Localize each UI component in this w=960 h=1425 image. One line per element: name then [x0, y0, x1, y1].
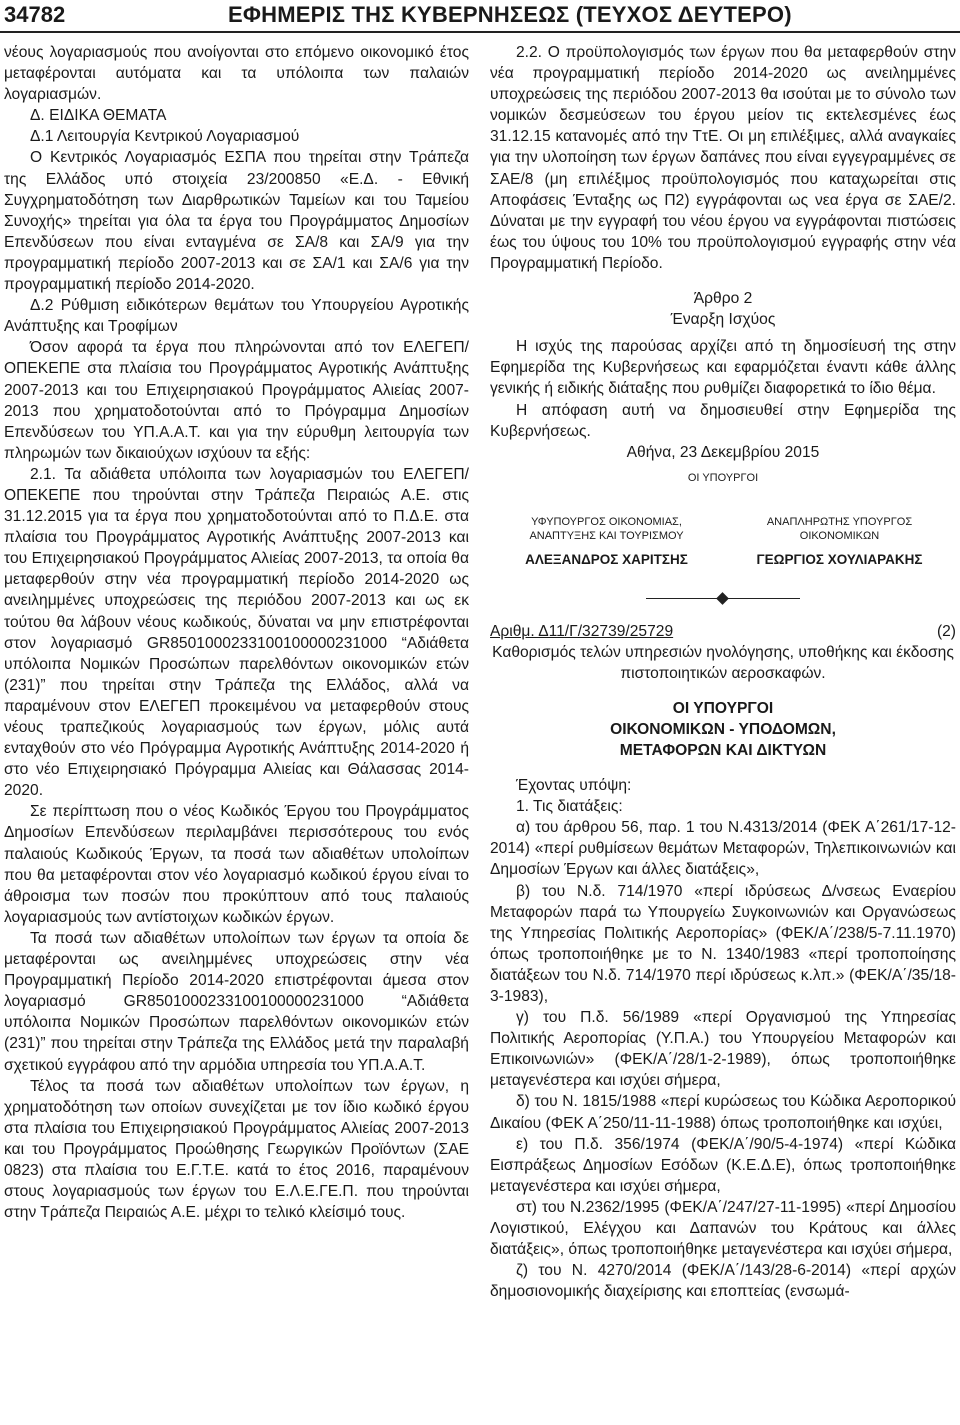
signature-right	[723, 515, 956, 569]
list-item: β) του Ν.δ. 714/1970 «περί ιδρύσεως Δ/νσεως Εναερίου Μεταφορών παρά τω Υπουργείω Συγκοινωνιών και Οργανώσεως της Υπηρεσίας Πολιτικής Αεροπορίας» (ΦΕΚ/Α΄/238/5-7.11.1970) όπως τροποποιήθηκε με το Ν. 1340/1983 «περί τροποποίησης διατάξεων του Ν.δ. 714/1970 περί ιδρύσεως κ.λπ.» (ΦΕΚ/Α΄/35/18-3-1983),	[490, 882, 956, 1005]
decision-line	[490, 621, 956, 642]
right-column	[490, 42, 956, 1302]
subsection-heading: Δ.1 Λειτουργία Κεντρικού Λογαριασμού	[30, 128, 300, 146]
paragraph: 2.2. Ο προϋπολογισμός των έργων που θα μεταφερθούν στην νέα προγραμματική περίοδο 2014-2020 ως ανειλημμένες υποχρεώσεις της περιόδου 2007-2013 θα ισούται με το σύνολο των νομικών δεσμεύσεων του έργου μείον τις εκτελεσμένες έως 31.12.15 κατανομές από την ΤτΕ. Οι μη επιλέξιμες, αλλά αναγκαίες για την υλοποίηση των έργων δαπάνες που είναι εγγεγραμμένες σε ΣΑΕ/8 (μη επιλέξιμος προϋπολογισμός που καταχωρείται στις Αποφάσεις Ένταξης ως Π2) εγγράφονται ως νεα έργα σε ΣΑΕ/2. Δύναται με την εγγραφή του νέου έργου να εγγράφονται πιστώσεις έως του ύψους του 10% του προϋπολογισμού εγγραφής στην νέα Προγραμματική Περίοδο.	[490, 44, 956, 272]
having-regard: Έχοντας υπόψη:	[516, 777, 632, 795]
left-column	[4, 42, 469, 1223]
paragraph: Τα ποσά των αδιαθέτων υπολοίπων των έργων τα οποία δε μεταφέρονται ως ανειλημμένες υποχρεώσεις στην νέα Προγραμματική Περίοδο 2014-2020 επιστρέφονται άμεσα στον λογαριασμό GR8501000233100100000231000 “Αδιάθετα υπόλοιπα Νομικών Προσώπων παρελθόντων οικονομικών ετών (231)” που τηρείται στην Τράπεζα της Ελλάδος μετά την παραλαβή σχετικού εγγράφου από την αρμόδια υπηρεσία του ΥΠ.Α.Α.Τ.	[4, 929, 469, 1074]
decision-index: (2)	[936, 622, 956, 640]
list-item: 1. Τις διατάξεις:	[516, 798, 623, 816]
ministers-heading	[490, 698, 956, 761]
list-item: ζ) του Ν. 4270/2014 (ΦΕΚ/Α΄/143/28-6-2014) «περί αρχών δημοσιονομικής διαχείρισης και εποπτείας (ενσωμά-	[490, 1262, 956, 1301]
paragraph: Τέλος τα ποσά των αδιαθέτων υπολοίπων των έργων, η χρηματοδότηση των οποίων συνεχίζεται με τον ίδιο κωδικό έργου στα πλαίσια του Επιχειρησιακού Προγράμματος Αλιείας 2007-2013 και του Προγράμματος Προώθησης Γεωργικών Προϊόντων (ΣΑΕ 0823) στα πλαίσια του Ε.Γ.Τ.Ε. κατά το έτος 2016, παραμένουν στους λογαριασμούς των έργων του Ε.Λ.Ε.ΓΕ.Π. που τηρούνται στην Τράπεζα Πειραιώς Α.Ε. μέχρι το τελικό κλείσιμό τους.	[4, 1077, 469, 1222]
list-item: ε) του Π.δ. 356/1974 (ΦΕΚ/Α΄/90/5-4-1974) «περί Κώδικα Εισπράξεως Δημοσίων Εσόδων (Κ.Ε.Δ.Ε), όπως τροποποιήθηκε μεταγενέστερα και ισχύει σήμερα,	[490, 1135, 956, 1195]
ministers-line: ΟΙΚΟΝΟΜΙΚΩΝ - ΥΠΟΔΟΜΩΝ,	[610, 721, 836, 739]
header-rule	[0, 31, 960, 33]
signer-role: ΥΦΥΠΟΥΡΓΟΣ ΟΙΚΟΝΟΜΙΑΣ,	[531, 515, 682, 528]
article-title: Άρθρο 2	[693, 290, 753, 308]
ministers-line: ΟΙ ΥΠΟΥΡΓΟΙ	[672, 700, 774, 718]
decision-subject: Καθορισμός τελών υπηρεσιών ηνολόγησης, υποθήκης και έκδοσης πιστοποιητικών αεροσκαφών.	[492, 643, 954, 682]
paragraph: Σε περίπτωση που ο νέος Κωδικός Έργου του Προγράμματος Δημοσίων Επενδύσεων περιλαμβάνει περισσότερους του ενός παλαιούς Κωδικούς Έργων, τα ποσά των αδιαθέτων υπολοίπων που θα μεταφέρονται στον νέο λογαριασμό κωδικού έργου είναι το άθροισμα των ποσών που προκύπτουν από τους παλαιούς λογαριασμούς των αντίστοιχων κωδικών έργων.	[4, 803, 469, 926]
signer-role: ΑΝΑΠΤΥΞΗΣ ΚΑΙ ΤΟΥΡΙΣΜΟΥ	[529, 529, 684, 542]
paragraph: νέους λογαριασμούς που ανοίγονται στο επόμενο οικονομικό έτος μεταφέρονται αυτόματα και τα υπόλοιπα των παλαιών λογαριασμών.	[4, 44, 469, 104]
article-subtitle: Έναρξη Ισχύος	[670, 311, 776, 329]
signature-left	[490, 515, 723, 569]
decision-number: Αριθμ. Δ11/Γ/32739/25729	[490, 622, 674, 640]
diamond-icon	[716, 592, 729, 605]
section-heading: Δ. ΕΙΔΙΚΑ ΘΕΜΑΤΑ	[30, 107, 167, 125]
signer-name: ΑΛΕΞΑΝΔΡΟΣ ΧΑΡΙΤΣΗΣ	[525, 551, 688, 567]
date-line: Αθήνα, 23 Δεκεμβρίου 2015	[626, 443, 820, 461]
paragraph: Η ισχύς της παρούσας αρχίζει από τη δημοσίευσή της στην Εφημερίδα της Κυβερνήσεως και εφαρμόζεται έναντι κάθε άλλης γενικής ή ειδικής διάταξης που ρυθμίζει διαφορετικά το ίδιο θέμα.	[490, 338, 956, 398]
paragraph: Η απόφαση αυτή να δημοσιευθεί στην Εφημερίδα της Κυβερνήσεως.	[490, 401, 956, 440]
subsection-heading: Δ.2 Ρύθμιση ειδικότερων θεμάτων του Υπουργείου Αγροτικής Ανάπτυξης και Τροφίμων	[4, 297, 469, 336]
paragraph: Ο Κεντρικός Λογαριασμός ΕΣΠΑ που τηρείται στην Τράπεζα της Ελλάδος υπό στοιχεία 23/200850 «Ε.Δ. - Εθνική Συγχρηματοδότηση των Διαρθρωτικών Ταμείων και του Ταμείου Συνοχής» τηρείται για όλα τα έργα του Προγράμματος Δημοσίων Επενδύσεων που είναι ενταγμένα σε ΣΑ/8 και ΣΑ/9 για την προγραμματική περίοδο 2007-2013 και σε ΣΑ/1 και ΣΑ/6 για την προγραμματική περίοδο 2014-2020.	[4, 149, 469, 294]
signer-name: ΓΕΩΡΓΙΟΣ ΧΟΥΛΙΑΡΑΚΗΣ	[756, 551, 923, 567]
list-item: γ) του Π.δ. 56/1989 «περί Οργανισμού της Υπηρεσίας Πολιτικής Αεροπορίας (Υ.Π.Α.) του Υπουργείου Μεταφορών και Επικοινωνιών» (ΦΕΚ/Α΄/28/1-2-1989), όπως τροποποιήθηκε μεταγενέστερα και ισχύει σήμερα,	[490, 1009, 956, 1090]
list-item: στ) του Ν.2362/1995 (ΦΕΚ/Α΄/247/27-11-1995) «περί Δημοσίου Λογιστικού, Ελέγχου και Δαπανών του Κράτους και άλλες διατάξεις», όπως τροποποιήθηκε μεταγενέστερα και ισχύει σήμερα,	[490, 1198, 956, 1259]
paragraph: 2.1. Τα αδιάθετα υπόλοιπα των λογαριασμών του ΕΛΕΓΕΠ/ΟΠΕΚΕΠΕ που τηρούνται στην Τράπεζα Πειραιώς Α.Ε. στις 31.12.2015 για τα έργα που χρηματοδοτούνται από το Π.Δ.Ε. στα πλαίσια του Προγράμματος Αγροτικής Ανάπτυξης 2007-2013 και του Επιχειρησιακού Προγράμματος Αλιείας 2007-2013, τα οποία θα μεταφερθούν στην νέα προγραμματική περίοδο 2014-2020 ως ανειλημμένες υποχρεώσεις της περιόδου 2007-2013 και ως εκ τούτου θα λάβουν νέους κωδικούς, δύναται να μην επιστρέφονται στον λογαριασμό GR8501000233100100000231000 “Αδιάθετα υπόλοιπα Νομικών Προσώπων παρελθόντων οικονομικών ετών (231)” που τηρείται στην Τράπεζα της Ελλάδος, αλλά να παραμένουν στον ΕΛΕΓΕΠ προκειμένου να μεταφερθούν στους νέους τραπεζικούς λογαριασμούς των έργων, μόλις αυτά ενταχθούν στο νέο Πρόγραμμα Αγροτικής Ανάπτυξης 2014-2020 ή στο νέο Επιχειρησιακό Πρόγραμμα Αλιείας και Θάλασσας 2014-2020.	[4, 465, 469, 800]
paragraph: Όσον αφορά τα έργα που πληρώνονται από τον ΕΛΕΓΕΠ/ΟΠΕΚΕΠΕ στα πλαίσια του Προγράμματος Αγροτικής Ανάπτυξης 2007-2013 και του Επιχειρησιακού Προγράμματος Αλιείας 2007-2013 που χρηματοδοτούνται από το Πρόγραμμα Δημοσίων Επενδύσεων του ΥΠ.Α.Α.Τ. και για την εύρυθμη λειτουργία των πληρωμών των δικαιούχων ισχύουν τα εξής:	[4, 339, 469, 462]
list-item: δ) του Ν. 1815/1988 «περί κυρώσεως του Κώδικα Αεροπορικού Δικαίου (ΦΕΚ Α΄250/11-11-1988) όπως τροποποιήθηκε και ισχύει,	[490, 1093, 956, 1132]
page-header	[0, 0, 960, 32]
signer-role: ΟΙΚΟΝΟΜΙΚΩΝ	[799, 529, 880, 542]
section-divider	[646, 593, 800, 605]
signatures-heading: ΟΙ ΥΠΟΥΡΓΟΙ	[687, 471, 759, 484]
signer-role: ΑΝΑΠΛΗΡΩΤΗΣ ΥΠΟΥΡΓΟΣ	[766, 515, 913, 528]
signature-block	[490, 471, 956, 621]
list-item: α) του άρθρου 56, παρ. 1 του Ν.4313/2014 (ΦΕΚ Α΄261/17-12-2014) «περί ρυθμίσεων θεμάτων Μεταφορών, Τηλεπικοινωνιών και Δημοσίων Έργων και άλλες διατάξεις»,	[490, 819, 956, 879]
page-number: 34782	[4, 2, 66, 27]
ministers-line: ΜΕΤΑΦΟΡΩΝ ΚΑΙ ΔΙΚΤΥΩΝ	[619, 742, 827, 760]
journal-title: ΕΦΗΜΕΡΙΣ ΤΗΣ ΚΥΒΕΡΝΗΣΕΩΣ (ΤΕΥΧΟΣ ΔΕΥΤΕΡΟ)	[228, 2, 792, 27]
